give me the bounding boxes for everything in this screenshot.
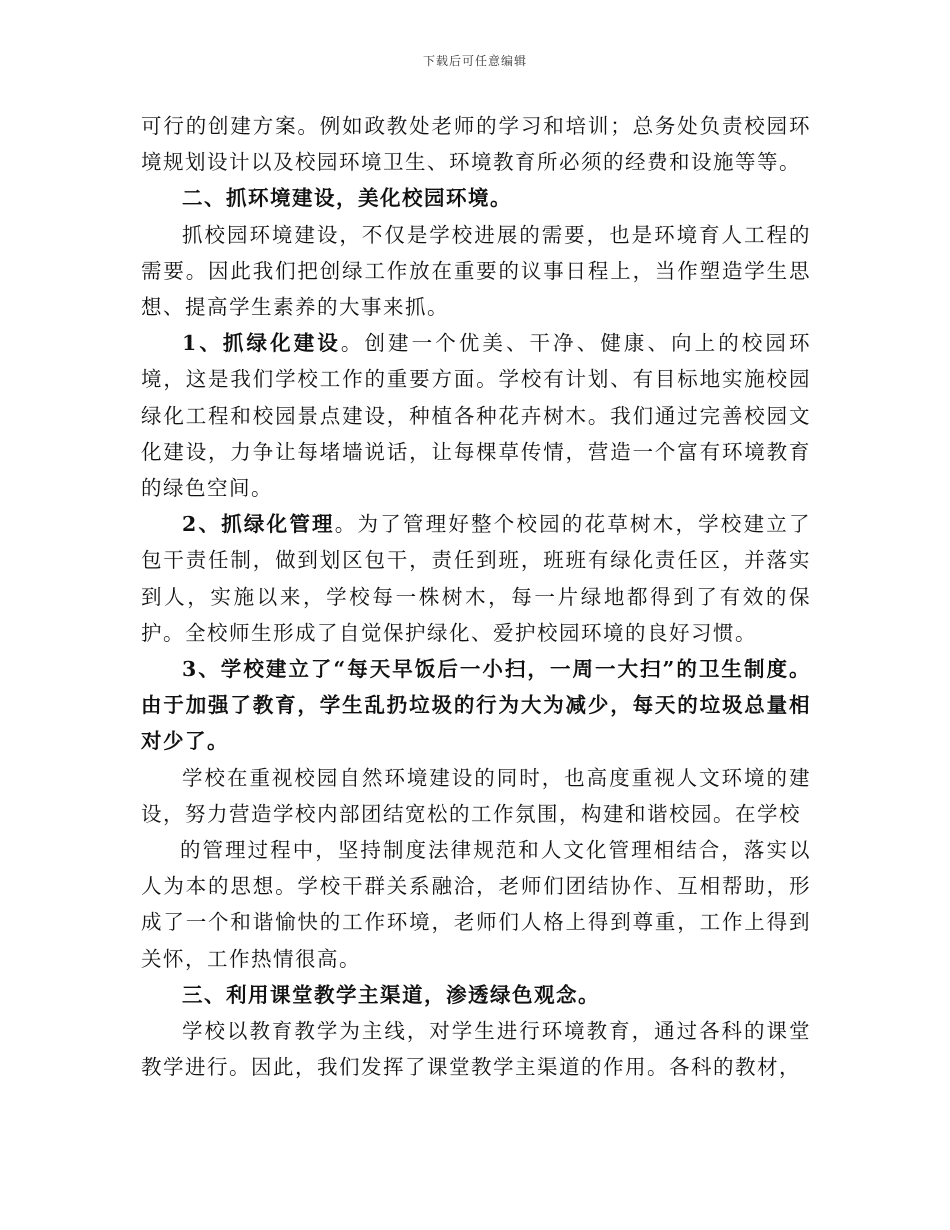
paragraph-2: 抓校园环境建设，不仅是学校进展的需要，也是环境育人工程的需要。因此我们把创绿工作放在重要的议事日程上，当作塑造学生思想、提高学生素养的大事来抓。 xyxy=(141,222,811,320)
paragraph-4 xyxy=(141,506,811,651)
section-heading-2: 二、抓环境建设，美化校园环境。 xyxy=(182,186,512,211)
paragraph-1: 可行的创建方案。例如政教处老师的学习和培训；总务处负责校园环境规划设计以及校园环境卫生、环境教育所必须的经费和设施等等。 xyxy=(141,114,811,175)
paragraph-3-text: 。创建一个优美、干净、健康、向上的校园环境，这是我们学校工作的重要方面。学校有计划、有目标地实施校园绿化工程和校园景点建设，种植各种花卉树木。我们通过完善校园文化建设，力争让每堵墙说话，让每棵草传情，营造一个富有环境教育的绿色空间。 xyxy=(141,331,812,501)
document-body xyxy=(141,108,811,1085)
paragraph-6a: 学校在重视校园自然环境建设的同时，也高度重视人文环境的建设，努力营造学校内部团结宽松的工作氛围，构建和谐校园。在学校 xyxy=(141,765,811,826)
page-header-note: 下载后可任意编辑 xyxy=(422,54,527,68)
paragraph-4-text: 。为了管理好整个校园的花草树木，学校建立了包干责任制，做到划区包干，责任到班，班班有绿化责任区，并落实到人，实施以来，学校每一株树木，每一片绿地都得到了有效的保护。全校师生形成了自觉保护绿化、爱护校园环境的良好习惯。 xyxy=(141,512,812,645)
paragraph-4-lead: 2、抓绿化管理 xyxy=(182,512,335,537)
paragraph-5-bold: 3、学校建立了“每天早饭后一小扫，一周一大扫”的卫生制度。由于加强了教育，学生乱扔垃圾的行为大为减少，每天的垃圾总量相对少了。 xyxy=(141,657,811,754)
paragraph-6b: 的管理过程中，坚持制度法律规范和人文化管理相结合，落实以人为本的思想。学校干群关系融洽，老师们团结协作、互相帮助，形成了一个和谐愉快的工作环境，老师们人格上得到尊重，工作上得到关怀，工作热情很高。 xyxy=(141,838,811,971)
paragraph-3 xyxy=(141,325,811,506)
paragraph-3-lead: 1、抓绿化建设 xyxy=(182,331,341,356)
paragraph-7: 学校以教育教学为主线，对学生进行环境教育，通过各科的课堂教学进行。因此，我们发挥了课堂教学主渠道的作用。各科的教材， xyxy=(141,1019,811,1080)
section-heading-3: 三、利用课堂教学主渠道，渗透绿色观念。 xyxy=(182,982,600,1007)
